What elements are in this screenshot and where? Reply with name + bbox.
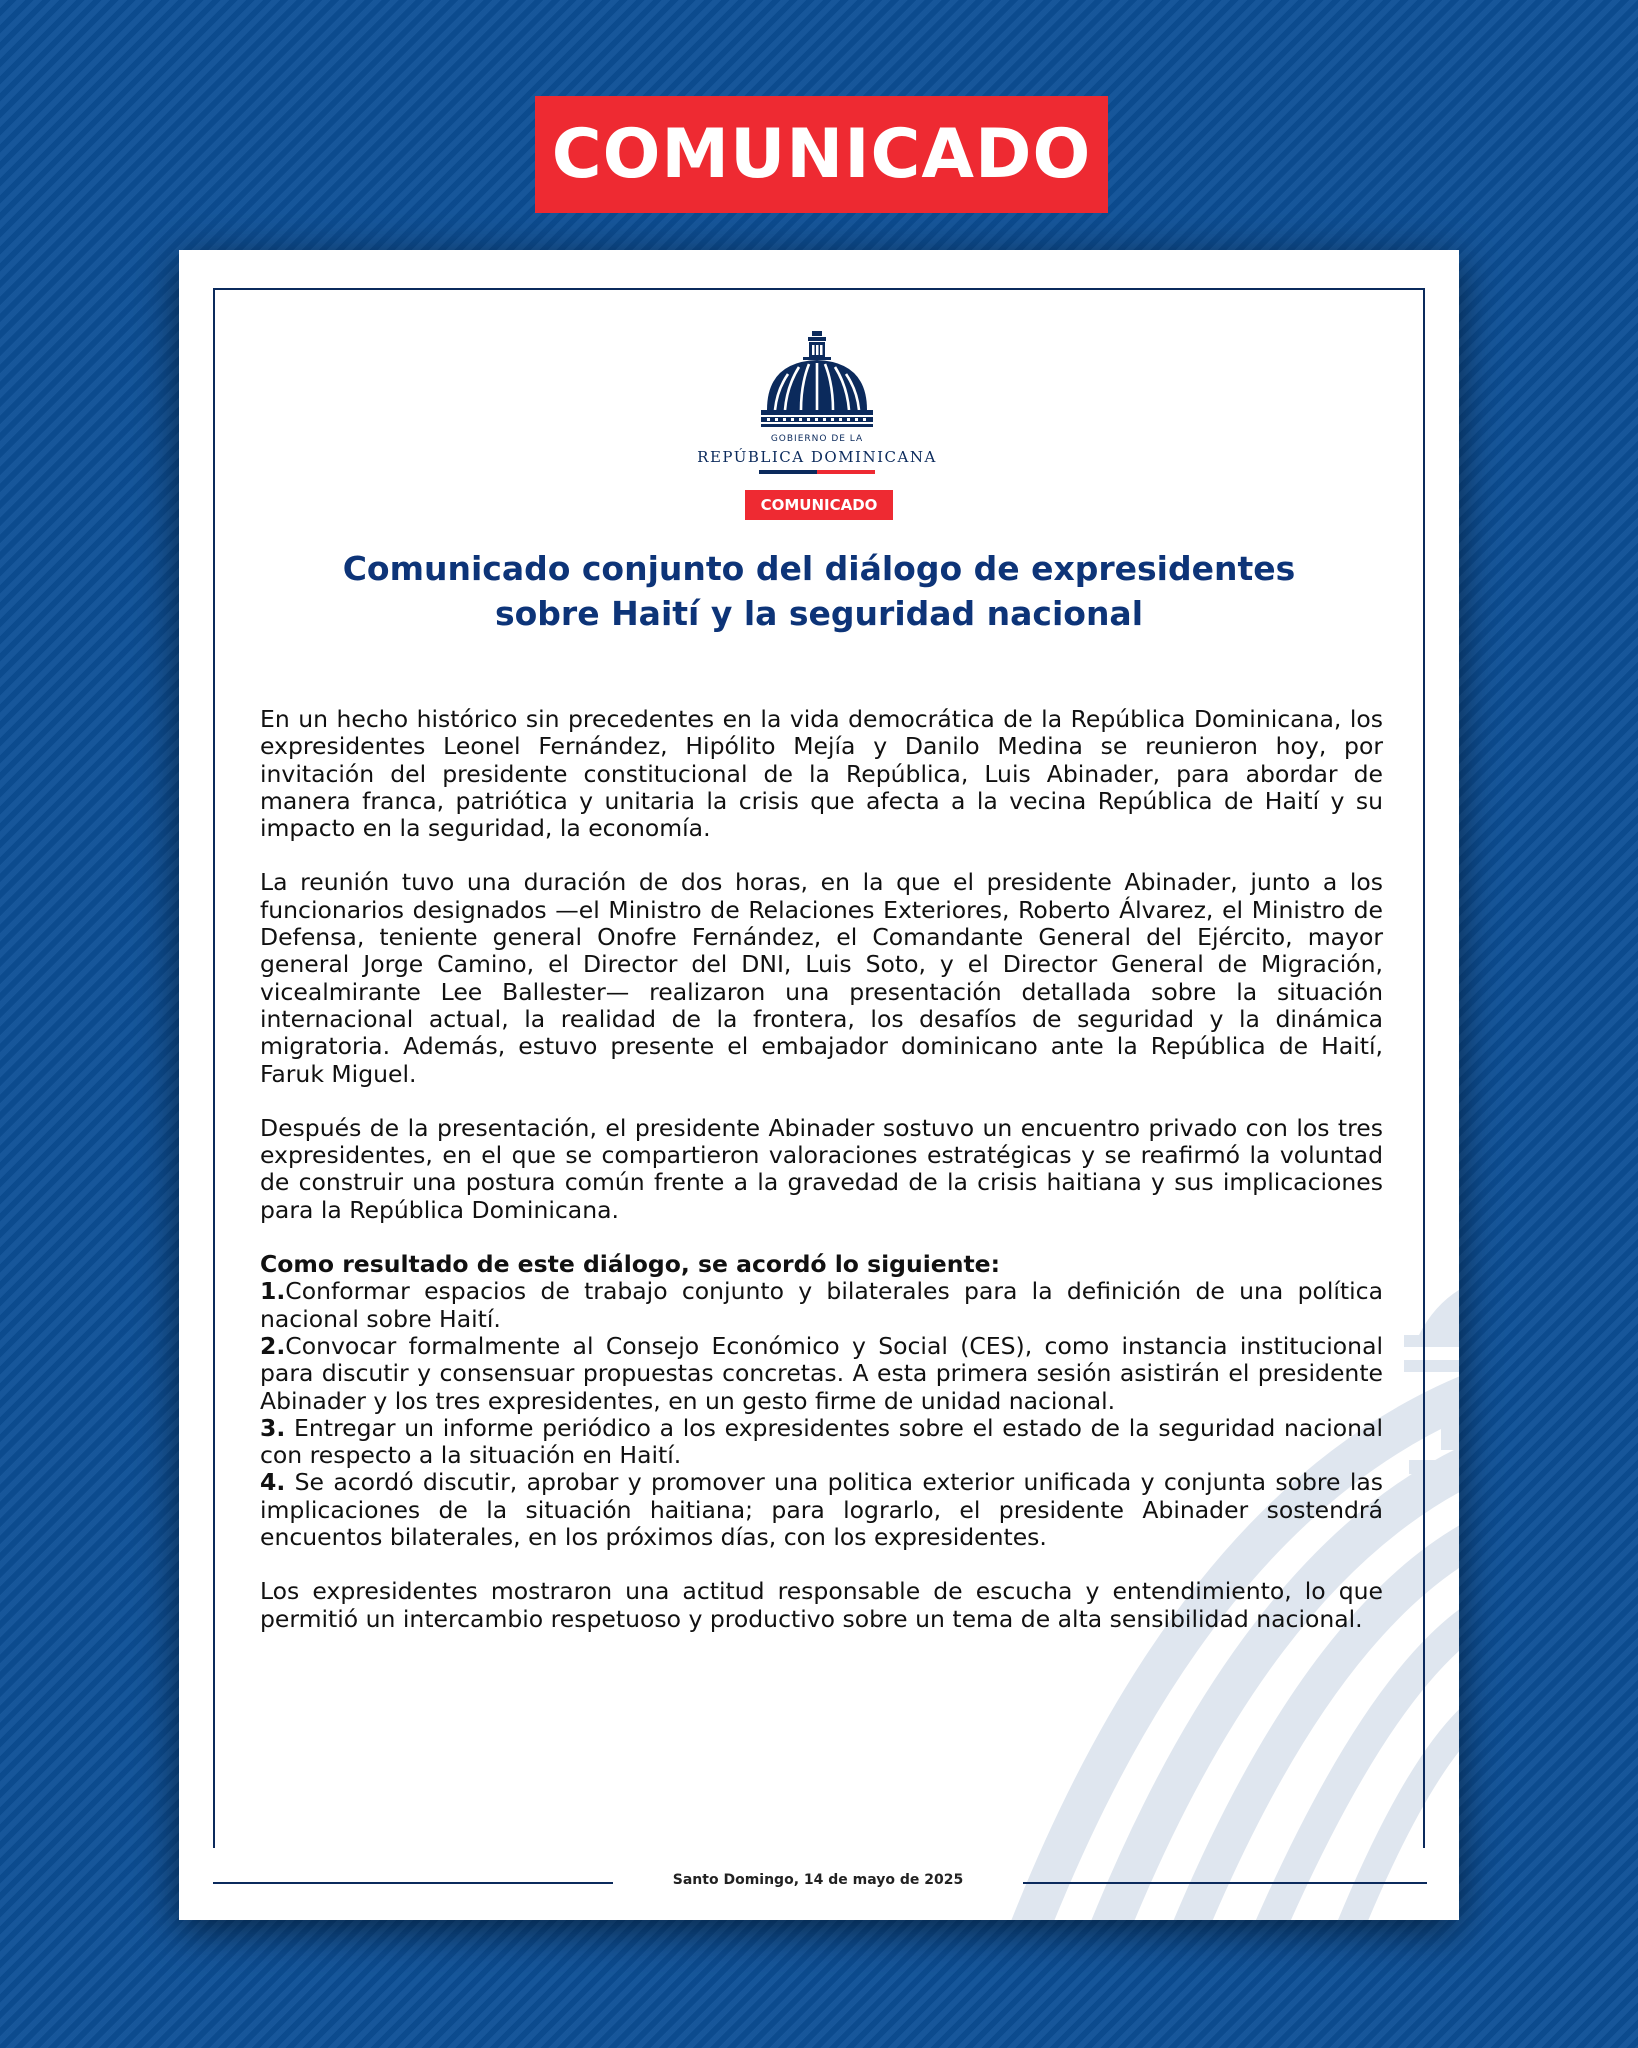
agreement-number: 2. xyxy=(260,1331,286,1360)
agreement-text: Entregar un informe periódico a los expresidentes sobre el estado de la seguridad nacional con respecto a la situación en Haití. xyxy=(260,1413,1383,1470)
document-title xyxy=(279,546,1359,636)
date-line: Santo Domingo, 14 de mayo de 2025 xyxy=(672,1872,964,1888)
agreement-text: Se acordó discutir, aprobar y promover una politica exterior unificada y conjunta sobre las implicaciones de la situación haitiana; para lograrlo, el presidente Abinader sostendrá encuentos bilaterales, en los próximos días, con los expresidentes. xyxy=(260,1468,1383,1552)
agreement-item xyxy=(260,1415,1383,1470)
paragraph: Después de la presentación, el presidente Abinader sostuvo un encuentro privado con los tres expresidentes, en el que se compartieron valoraciones estratégicas y se reafirmó la voluntad de construir una postura común frente a la gravedad de la crisis haitiana y sus implicaciones para la República Dominicana. xyxy=(260,1113,1383,1224)
agreement-number: 3. xyxy=(260,1413,286,1442)
agreement-number: 1. xyxy=(260,1277,286,1306)
logo-title: REPÚBLICA DOMINICANA xyxy=(697,448,937,466)
paragraph: En un hecho histórico sin precedentes en la vida democrática de la República Dominicana, los expresidentes Leonel Fernández, Hipólito Mejía y Danilo Medina se reunieron hoy, por invitación del presidente constitucional de la República, Luis Abinader, para abordar de manera franca, patriótica y unitaria la crisis que afecta a la vecina República de Haití y su impacto en la seguridad, la economía. xyxy=(260,705,1383,843)
agreement-text: Convocar formalmente al Consejo Económico y Social (CES), como instancia institucional para discutir y consensuar propuestas concretas. A esta primera sesión asistirán el presidente Abinader y los tres expresidentes, en un gesto firme de unidad nacional. xyxy=(260,1331,1383,1415)
agreement-item xyxy=(260,1333,1383,1415)
agreement-number: 4. xyxy=(260,1468,286,1497)
document-sheet xyxy=(179,250,1459,1920)
logo-subtitle: GOBIERNO DE LA xyxy=(770,434,864,444)
paragraph: La reunión tuvo una duración de dos horas, en la que el presidente Abinader, junto a los funcionarios designados —el Ministro de Relaciones Exteriores, Roberto Álvarez, el Ministro de Defensa, teniente general Onofre Fernández, el Comandante General del Ejército, mayor general Jorge Camino, el Director del DNI, Luis Soto, y el Director General de Migración, vicealmirante Lee Ballester— realizaron una presentación detallada sobre la situación internacional actual, la realidad de la frontera, los desafíos de seguridad y la dinámica migratoria. Además, estuvo presente el embajador dominicano ante la República de Haití, Faruk Miguel. xyxy=(260,868,1383,1088)
agreement-text: Conformar espacios de trabajo conjunto y bilaterales para la definición de una política nacional sobre Haití. xyxy=(260,1277,1383,1333)
logo-flag-rule xyxy=(759,470,875,474)
frame-divider-right xyxy=(1023,1882,1427,1884)
closing-paragraph: Los expresidentes mostraron una actitud responsable de escucha y entendimiento, lo que permitió un intercambio respetuoso y productivo sobre un tema de alta sensibilidad nacional. xyxy=(260,1577,1383,1633)
agreement-item xyxy=(260,1278,1383,1333)
header-banner: COMUNICADO xyxy=(535,96,1108,213)
agreements-section xyxy=(260,1251,1383,1551)
government-logo xyxy=(697,328,937,466)
agreement-item xyxy=(260,1469,1383,1551)
dome-icon xyxy=(697,328,937,434)
frame-divider-left xyxy=(213,1882,613,1884)
agreements-heading: Como resultado de este diálogo, se acordó lo siguiente: xyxy=(260,1250,1001,1279)
document-body xyxy=(260,706,1383,1660)
comunicado-badge: COMUNICADO xyxy=(745,490,893,520)
title-line-2: sobre Haití y la seguridad nacional xyxy=(494,594,1144,633)
title-line-1: Comunicado conjunto del diálogo de expresidentes xyxy=(342,549,1296,588)
